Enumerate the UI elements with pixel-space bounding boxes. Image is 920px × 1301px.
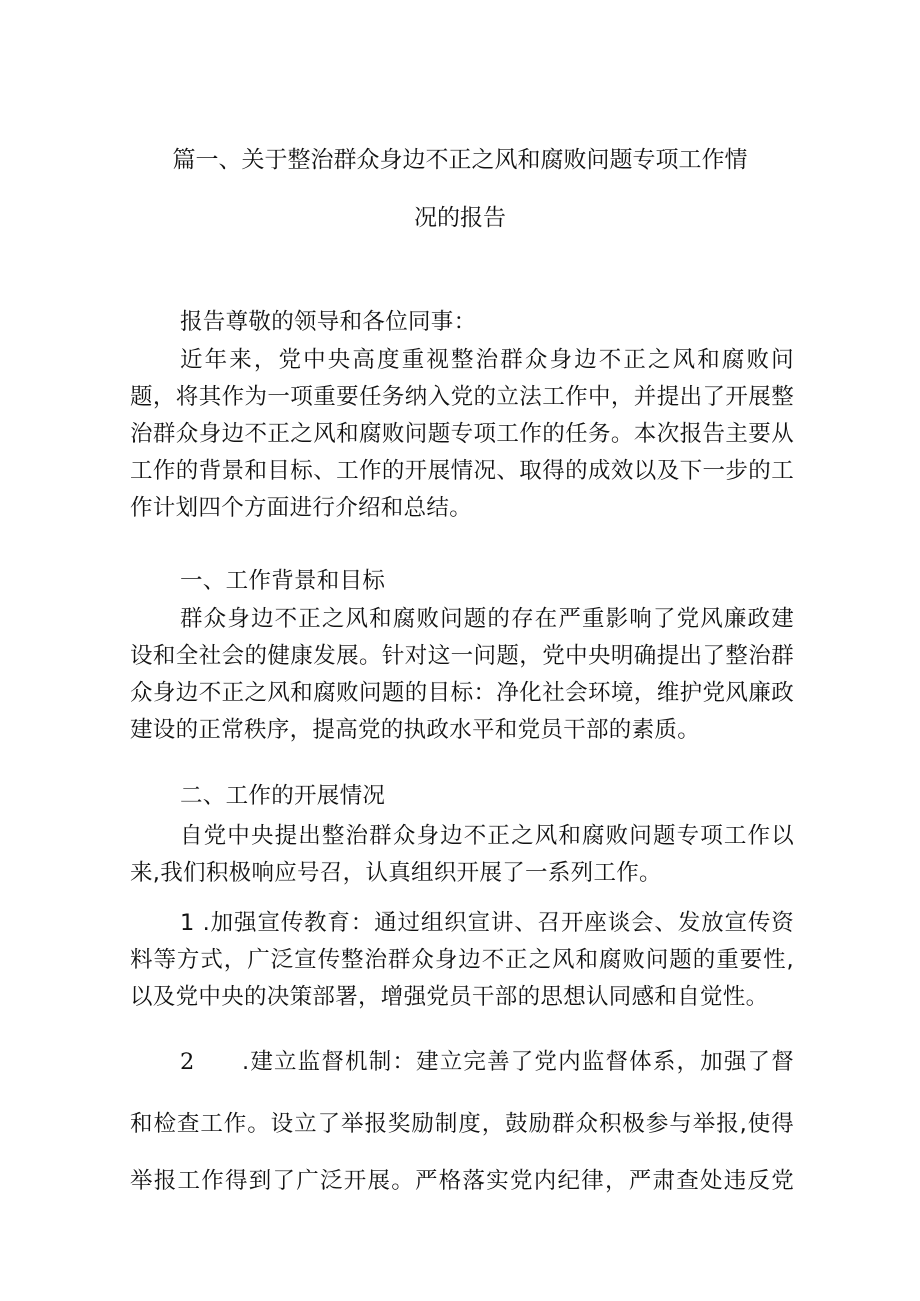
section-2-paragraph: 自党中央提出整治群众身边不正之风和腐败问题专项工作以来,我们积极响应号召，认真组织开展了一系列工作。 [130,823,794,886]
section-1-paragraph: 群众身边不正之风和腐败问题的存在严重影响了党风廉政建设和全社会的健康发展。针对这一问题，党中央明确提出了整治群众身边不正之风和腐败问题的目标：净化社会环境，维护党风廉政建设的正常秩序，提高党的执政水平和党员干部的素质。 [130,606,794,743]
document-title-line-1: 篇一、关于整治群众身边不正之风和腐败问题专项工作情 [172,147,748,173]
item-1-paragraph: 1 .加强宣传教育：通过组织宣讲、召开座谈会、发放宣传资料等方式，广泛宣传整治群众身边不正之风和腐败问题的重要性,以及党中央的决策部署，增强党员干部的思想认同感和自觉性。 [130,910,794,1010]
salutation: 报告尊敬的领导和各位同事： [180,309,477,335]
section-1-heading: 一、工作背景和目标 [180,568,386,594]
item-2-line-3: 举报工作得到了广泛开展。严格落实党内纪律，严肃查处违反党 [130,1168,794,1194]
intro-paragraph: 近年来，党中央高度重视整治群众身边不正之风和腐败问题，将其作为一项重要任务纳入党的立法工作中，并提出了开展整治群众身边不正之风和腐败问题专项工作的任务。本次报告主要从工作的背景和目标、工作的开展情况、取得的成效以及下一步的工作计划四个方面进行介绍和总结。 [130,347,794,521]
document-title-line-2: 况的报告 [414,205,506,231]
item-2-line-2: 和检查工作。设立了举报奖励制度，鼓励群众积极参与举报,使得 [130,1111,794,1137]
section-2-heading: 二、工作的开展情况 [180,783,386,809]
item-2-number: 2 [180,1049,195,1075]
item-2-line-1-text: .建立监督机制：建立完善了党内监督体系，加强了督 [242,1049,794,1075]
item-2-line-1 [130,1044,794,1081]
